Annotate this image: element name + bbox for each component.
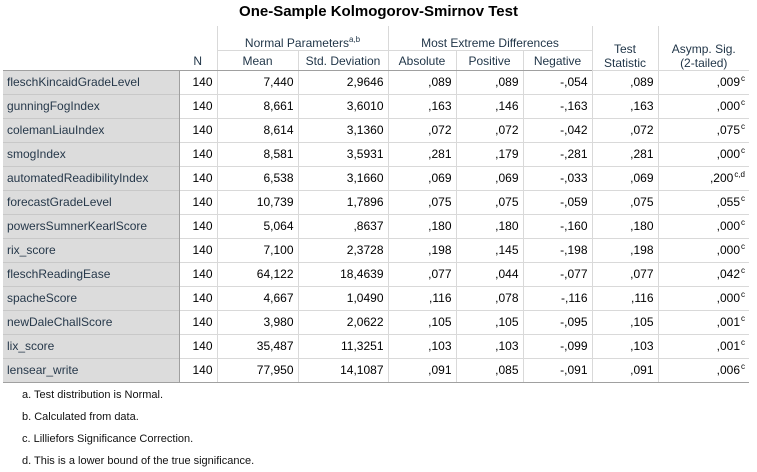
footnote-marker: c	[741, 122, 745, 131]
test-statistic-cell: ,198	[592, 239, 658, 263]
test-statistic-cell: ,105	[592, 311, 658, 335]
footnote-a: a. Test distribution is Normal.	[22, 389, 164, 401]
std-dev-cell: 1,0490	[298, 287, 388, 311]
negative-cell: -,095	[523, 311, 592, 335]
std-dev-cell: 18,4639	[298, 263, 388, 287]
footnote-marker: c	[741, 362, 745, 371]
table-title: One-Sample Kolmogorov-Smirnov Test	[239, 3, 518, 20]
asymp-sig-cell	[658, 95, 749, 119]
row-label: gunningFogIndex	[3, 95, 179, 119]
asymp-sig-cell	[658, 335, 749, 359]
asymp-sig-cell	[658, 239, 749, 263]
row-label: lix_score	[3, 335, 179, 359]
footnote-c: c. Lilliefors Significance Correction.	[22, 433, 194, 445]
test-statistic-cell: ,281	[592, 143, 658, 167]
asymp-sig-cell	[658, 263, 749, 287]
footnotes	[22, 384, 254, 472]
negative-header: Negative	[523, 51, 592, 71]
table-row	[3, 263, 749, 287]
mean-cell: 4,667	[217, 287, 298, 311]
table-row	[3, 71, 749, 95]
positive-cell: ,179	[456, 143, 523, 167]
absolute-cell: ,077	[388, 263, 456, 287]
n-cell: 140	[179, 335, 217, 359]
n-cell: 140	[179, 95, 217, 119]
asymp-sig-value: ,042	[716, 267, 740, 281]
row-label: colemanLiauIndex	[3, 119, 179, 143]
test-statistic-cell: ,091	[592, 359, 658, 383]
asymp-sig-cell	[658, 191, 749, 215]
n-cell: 140	[179, 143, 217, 167]
absolute-cell: ,105	[388, 311, 456, 335]
asymp-sig-cell	[658, 119, 749, 143]
footnote-marker: c	[741, 338, 745, 347]
positive-cell: ,075	[456, 191, 523, 215]
positive-cell: ,103	[456, 335, 523, 359]
std-dev-cell: 2,3728	[298, 239, 388, 263]
absolute-cell: ,075	[388, 191, 456, 215]
footnote-d: d. This is a lower bound of the true significance.	[22, 455, 255, 467]
positive-cell: ,089	[456, 71, 523, 95]
asymp-sig-cell	[658, 167, 749, 191]
asymp-sig-value: ,000	[716, 243, 740, 257]
footnote-marker: c	[741, 146, 745, 155]
absolute-cell: ,069	[388, 167, 456, 191]
absolute-cell: ,091	[388, 359, 456, 383]
n-cell: 140	[179, 239, 217, 263]
mean-cell: 8,581	[217, 143, 298, 167]
positive-cell: ,044	[456, 263, 523, 287]
asymp-sig-value: ,000	[716, 291, 740, 305]
row-label: fleschKincaidGradeLevel	[3, 71, 179, 95]
absolute-cell: ,281	[388, 143, 456, 167]
negative-cell: -,281	[523, 143, 592, 167]
row-label: forecastGradeLevel	[3, 191, 179, 215]
n-cell: 140	[179, 359, 217, 383]
asymp-sig-value: ,000	[716, 147, 740, 161]
mean-cell: 77,950	[217, 359, 298, 383]
asymp-sig-cell	[658, 287, 749, 311]
most-extreme-header: Most Extreme Differences	[388, 26, 592, 51]
asymp-sig-value: ,009	[716, 75, 740, 89]
test-statistic-cell: ,089	[592, 71, 658, 95]
absolute-cell: ,072	[388, 119, 456, 143]
absolute-cell: ,180	[388, 215, 456, 239]
asymp-sig-cell	[658, 359, 749, 383]
std-dev-cell: 3,1660	[298, 167, 388, 191]
test-statistic-cell: ,069	[592, 167, 658, 191]
absolute-cell: ,198	[388, 239, 456, 263]
positive-cell: ,180	[456, 215, 523, 239]
footnote-marker: c	[741, 98, 745, 107]
asymp-sig-value: ,001	[716, 339, 740, 353]
row-label: smogIndex	[3, 143, 179, 167]
positive-cell: ,085	[456, 359, 523, 383]
row-label: lensear_write	[3, 359, 179, 383]
ks-test-table	[3, 26, 749, 383]
positive-cell: ,105	[456, 311, 523, 335]
footnote-marker: c	[741, 194, 745, 203]
std-dev-cell: 2,0622	[298, 311, 388, 335]
negative-cell: -,116	[523, 287, 592, 311]
positive-cell: ,145	[456, 239, 523, 263]
positive-cell: ,078	[456, 287, 523, 311]
negative-cell: -,099	[523, 335, 592, 359]
table-row	[3, 215, 749, 239]
table-row	[3, 143, 749, 167]
absolute-cell: ,163	[388, 95, 456, 119]
absolute-cell: ,116	[388, 287, 456, 311]
asymp-sig-value: ,000	[716, 99, 740, 113]
asymp-sig-value: ,055	[716, 195, 740, 209]
row-label: newDaleChallScore	[3, 311, 179, 335]
mean-cell: 10,739	[217, 191, 298, 215]
stub-header	[3, 26, 179, 51]
negative-cell: -,054	[523, 71, 592, 95]
stub-header-2	[3, 51, 179, 71]
table-row	[3, 119, 749, 143]
std-dev-cell: 14,1087	[298, 359, 388, 383]
negative-cell: -,033	[523, 167, 592, 191]
n-cell: 140	[179, 119, 217, 143]
asymp-sig-cell	[658, 143, 749, 167]
row-label: fleschReadingEase	[3, 263, 179, 287]
asymp-sig-cell	[658, 311, 749, 335]
absolute-header: Absolute	[388, 51, 456, 71]
std-dev-cell: 2,9646	[298, 71, 388, 95]
mean-cell: 3,980	[217, 311, 298, 335]
test-statistic-cell: ,163	[592, 95, 658, 119]
absolute-cell: ,103	[388, 335, 456, 359]
std-dev-cell: 3,6010	[298, 95, 388, 119]
mean-cell: 35,487	[217, 335, 298, 359]
mean-header: Mean	[217, 51, 298, 71]
test-statistic-cell: ,075	[592, 191, 658, 215]
n-cell: 140	[179, 311, 217, 335]
n-cell: 140	[179, 71, 217, 95]
footnote-marker: c	[741, 290, 745, 299]
std-dev-header: Std. Deviation	[298, 51, 388, 71]
n-cell: 140	[179, 287, 217, 311]
table-row	[3, 95, 749, 119]
row-label: automatedReadibilityIndex	[3, 167, 179, 191]
test-statistic-cell: ,103	[592, 335, 658, 359]
table-row	[3, 239, 749, 263]
std-dev-cell: 3,1360	[298, 119, 388, 143]
mean-cell: 8,661	[217, 95, 298, 119]
std-dev-cell: 11,3251	[298, 335, 388, 359]
negative-cell: -,059	[523, 191, 592, 215]
n-cell: 140	[179, 215, 217, 239]
table-row	[3, 191, 749, 215]
footnote-marker: c	[741, 74, 745, 83]
asymp-sig-value: ,200	[709, 171, 734, 185]
asymp-sig-value: ,001	[716, 315, 740, 329]
mean-cell: 8,614	[217, 119, 298, 143]
footnote-marker: c	[741, 266, 745, 275]
normal-params-header: Normal Parameters$^{a,b}$	[217, 26, 388, 51]
footnote-marker: c	[741, 242, 745, 251]
footnote-marker: c	[741, 218, 745, 227]
n-cell: 140	[179, 167, 217, 191]
negative-cell: -,160	[523, 215, 592, 239]
positive-cell: ,146	[456, 95, 523, 119]
asymp-sig-cell	[658, 215, 749, 239]
asymp-sig-header: Asymp. Sig. (2-tailed)	[658, 26, 749, 71]
negative-cell: -,077	[523, 263, 592, 287]
mean-cell: 7,100	[217, 239, 298, 263]
footnote-b: b. Calculated from data.	[22, 411, 139, 423]
table-row	[3, 359, 749, 383]
std-dev-cell: ,8637	[298, 215, 388, 239]
positive-cell: ,072	[456, 119, 523, 143]
asymp-sig-value: ,006	[716, 363, 740, 377]
n-header-spacer	[179, 26, 217, 51]
test-statistic-cell: ,116	[592, 287, 658, 311]
asymp-sig-value: ,000	[716, 219, 740, 233]
n-header: N	[179, 51, 217, 71]
table-row	[3, 167, 749, 191]
negative-cell: -,198	[523, 239, 592, 263]
footnote-marker: c,d	[734, 170, 745, 179]
asymp-sig-cell	[658, 71, 749, 95]
negative-cell: -,163	[523, 95, 592, 119]
absolute-cell: ,089	[388, 71, 456, 95]
positive-cell: ,069	[456, 167, 523, 191]
table-row	[3, 335, 749, 359]
row-label: powersSumnerKearlScore	[3, 215, 179, 239]
test-statistic-cell: ,072	[592, 119, 658, 143]
negative-cell: -,091	[523, 359, 592, 383]
row-label: rix_score	[3, 239, 179, 263]
table-row	[3, 311, 749, 335]
negative-cell: -,042	[523, 119, 592, 143]
test-statistic-cell: ,077	[592, 263, 658, 287]
mean-cell: 7,440	[217, 71, 298, 95]
std-dev-cell: 3,5931	[298, 143, 388, 167]
footnote-marker: c	[741, 314, 745, 323]
table-row	[3, 287, 749, 311]
mean-cell: 5,064	[217, 215, 298, 239]
asymp-sig-value: ,075	[716, 123, 740, 137]
mean-cell: 64,122	[217, 263, 298, 287]
positive-header: Positive	[456, 51, 523, 71]
mean-cell: 6,538	[217, 167, 298, 191]
row-label: spacheScore	[3, 287, 179, 311]
n-cell: 140	[179, 263, 217, 287]
n-cell: 140	[179, 191, 217, 215]
test-statistic-cell: ,180	[592, 215, 658, 239]
test-statistic-header: Test Statistic	[592, 26, 658, 71]
std-dev-cell: 1,7896	[298, 191, 388, 215]
